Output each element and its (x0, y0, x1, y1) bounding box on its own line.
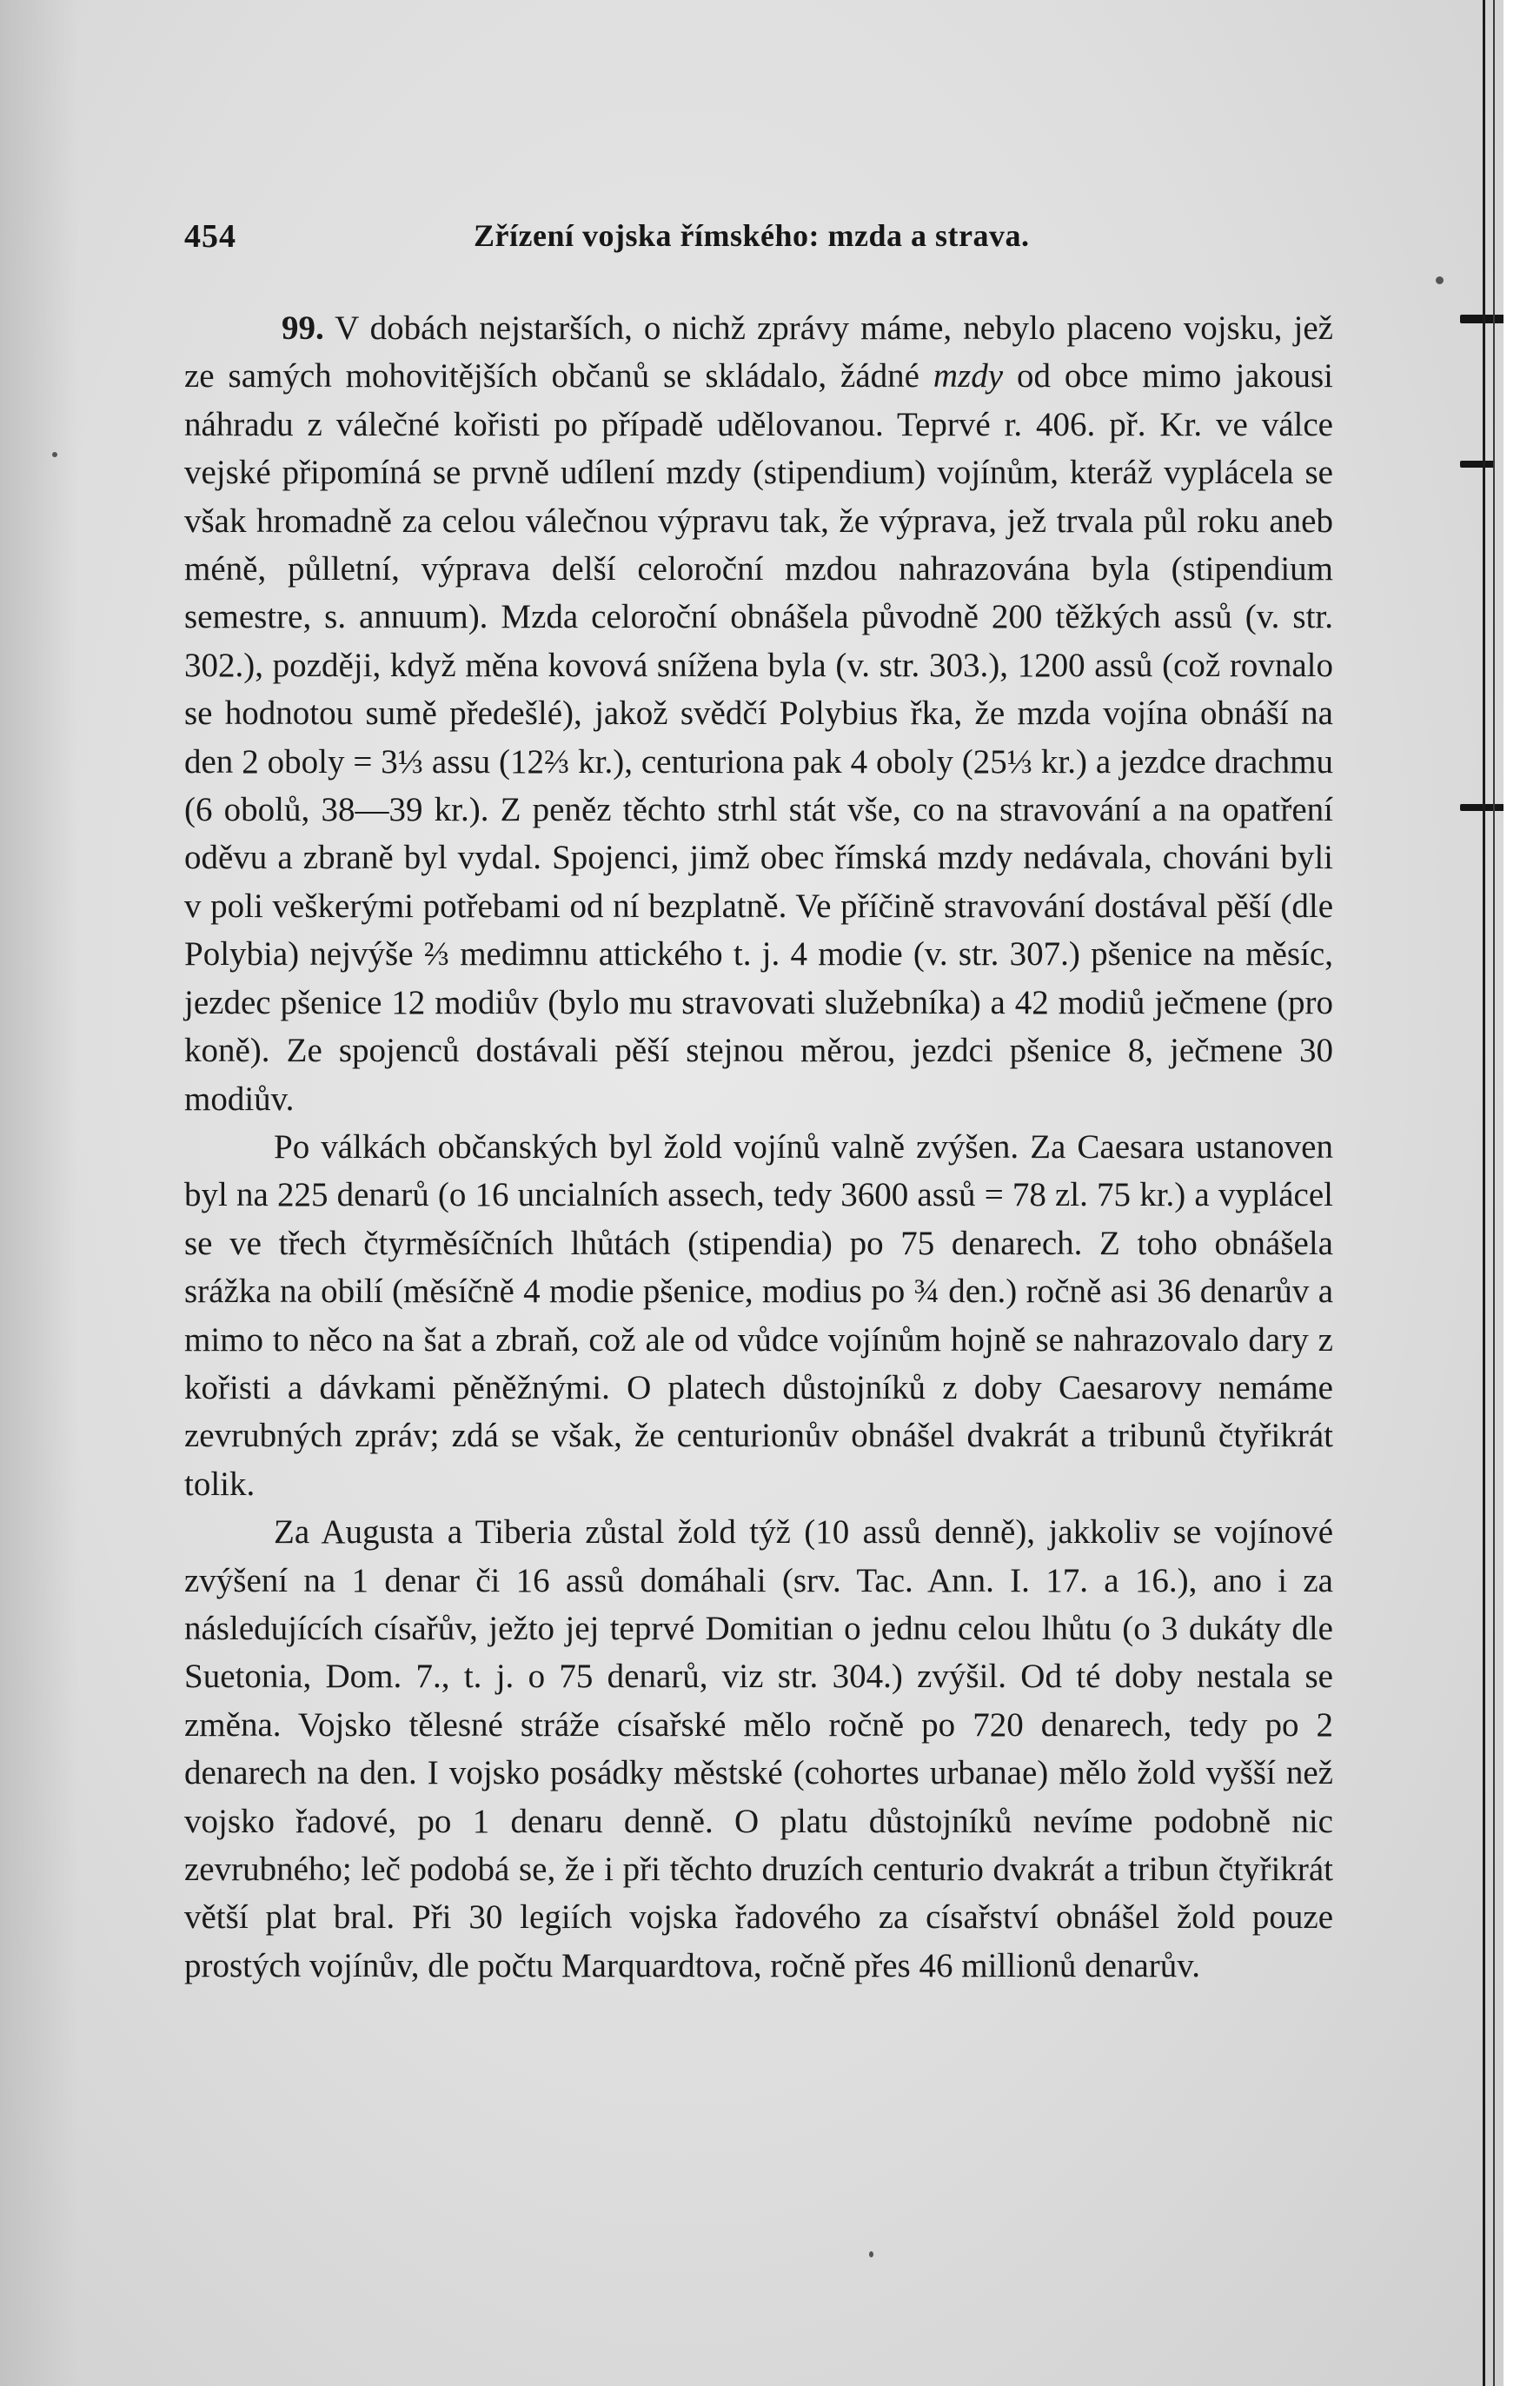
page-margin (1503, 0, 1540, 2386)
ink-speck (52, 452, 57, 457)
edge-mark (1460, 804, 1503, 811)
ink-speck (1436, 276, 1444, 284)
edge-mark (1460, 315, 1503, 323)
page-number: 454 (184, 218, 236, 255)
running-title: Zřízení vojska římského: mzda a strava. (474, 218, 1030, 253)
body-text (184, 304, 1333, 1990)
paragraph-3: Za Augusta a Tiberia zůstal žold týž (10 assů denně), jakkoliv se vojínové zvýšení na 1 denar či 16 assů domáhali (srv. Tac. Ann. I. 17. a 16.), ano i za následujících císařův, ježto jej teprvé Domitian o jednu celou lhůtu (o 3 dukáty dle Suetonia, Dom. 7., t. j. o 75 denarů, viz str. 304.) zvýšil. Od té doby nestala se změna. Vojsko tělesné stráže císařské mělo ročně po 720 denarech, tedy po 2 denarech na den. I vojsko posádky městské (cohortes urbanae) mělo žold vyšší než vojsko řadové, po 1 denaru denně. O platu důstojníků nevíme podobně nic zevrubného; leč podobá se, že i při těchto druzích centurio dvakrát a tribun čtyřikrát větší plat bral. Při 30 legiích vojska řadového za císařství obnášel žold pouze prostých vojínův, dle počtu Marquardtova, ročně přes 46 millionů denarův. (184, 1513, 1333, 1984)
paragraph-1-text-b: od obce mimo jakousi náhradu z válečné kořisti po případě udělovanou. Teprvé r. 406. př. Kr. ve válce vejské připomíná se prvně udílení mzdy (stipendium) vojínům, kteráž vyplácela se však hromadně za celou válečnou výpravu tak, že výprava, jež trvala půl roku aneb méně, půlletní, výprava delší celoroční mzdou nahrazována byla (stipendium semestre, s. annuum). Mzda celoroční obnášela původně 200 těžkých assů (v. str. 302.), později, když měna kovová snížena byla (v. str. 303.), 1200 assů (což rovnalo se hodnotou sumě předešlé), jakož svědčí Polybius řka, že mzda vojína obnáší na den 2 oboly = 3⅓ assu (12⅔ kr.), centuriona pak 4 oboly (25⅓ kr.) a jezdce drachmu (6 obolů, 38—39 kr.). Z peněz těchto strhl stát vše, co na stravování a na opatření oděvu a zbraně byl vydal. Spojenci, jimž obec římská mzdy nedávala, chováni byli v poli veškerými potřebami od ní bezplatně. Ve příčině stravování dostával pěší (dle Polybia) nejvýše ⅔ medimnu attického t. j. 4 modie (v. str. 307.) pšenice na měsíc, jezdec pšenice 12 modiův (bylo mu stravovati služebníka) a 42 modiů ječmene (pro koně). Ze spojenců dostávali pěší stejnou měrou, jezdci pšenice 8, ječmene 30 modiův. (184, 357, 1333, 1118)
page-fold-line (1483, 0, 1485, 2386)
paragraph-1 (184, 304, 1333, 1123)
paragraph-2: Po válkách občanských byl žold vojínů valně zvýšen. Za Caesara ustanoven byl na 225 denarů (o 16 uncialních assech, tedy 3600 assů = 78 zl. 75 kr.) a vyplácel se ve třech čtyrměsíčních lhůtách (stipendia) po 75 denarech. Z toho obnášela srážka na obilí (měsíčně 4 modie pšenice, modius po ¾ den.) ročně asi 36 denarův a mimo to něco na šat a zbraň, což ale od vůdce vojínům hojně se nahrazovalo dary z kořisti a dávkami pěněžnými. O platech důstojníků z doby Caesarovy nemáme zevrubných zpráv; zdá se však, že centurionův obnášel dvakrát a tribunů čtyřikrát tolik. (184, 1127, 1333, 1503)
edge-mark (1460, 461, 1495, 468)
running-header (184, 217, 1305, 266)
emphasized-term: mzdy (933, 357, 1004, 395)
page-fold-line-inner (1493, 0, 1495, 2386)
ink-speck (869, 2251, 873, 2257)
page-shadow (0, 0, 78, 2386)
section-number: 99. (282, 309, 324, 347)
paragraph-1-text-a: V dobách nejstarších, o nichž zprávy máme, nebylo placeno vojsku, jež ze samých mohovitějších občanů se skládalo, žádné (184, 309, 1333, 395)
